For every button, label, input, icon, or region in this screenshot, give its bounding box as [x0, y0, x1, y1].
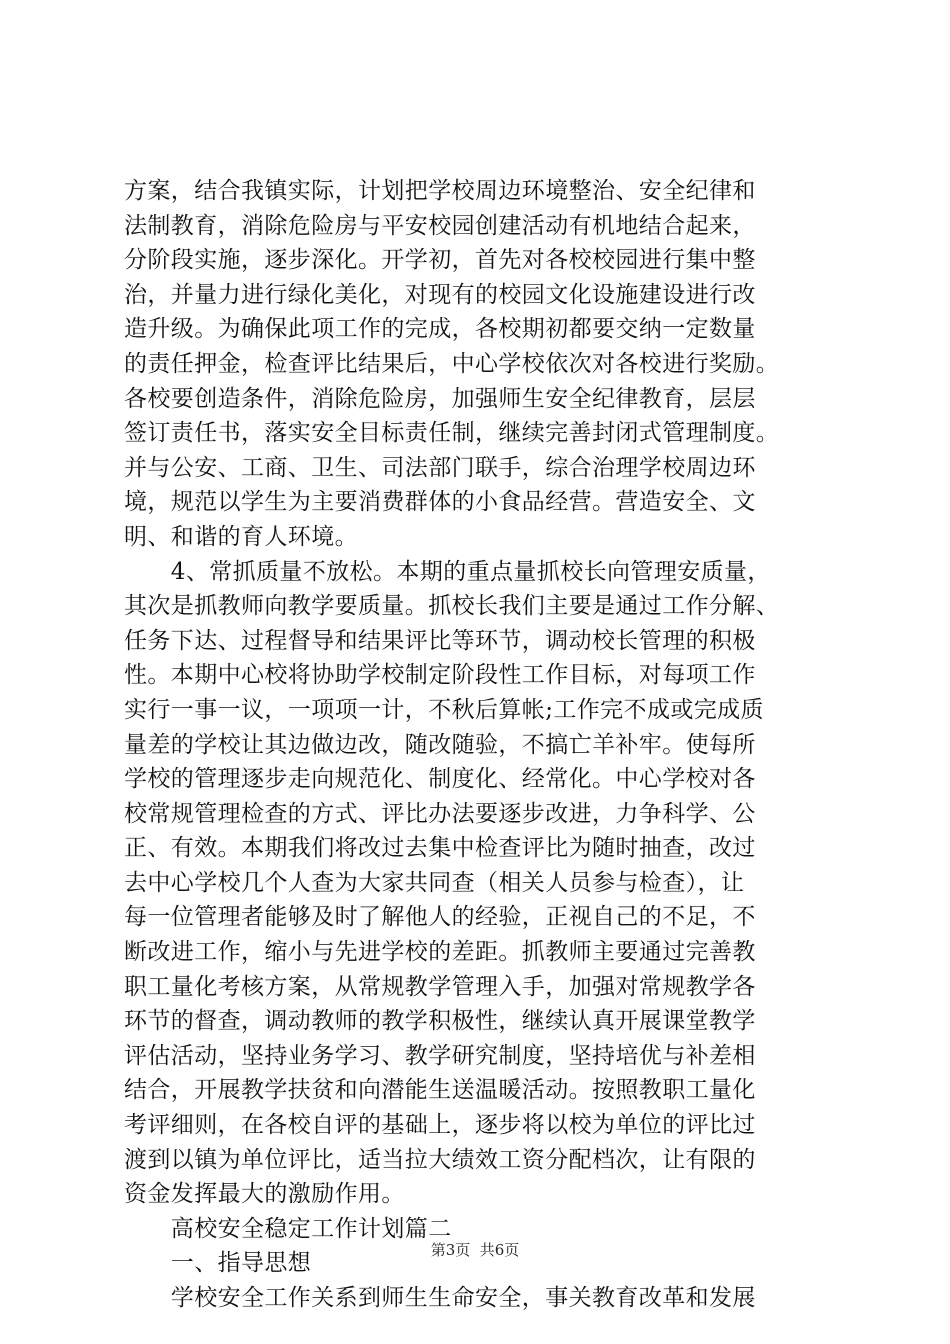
- text-line: 结合，开展教学扶贫和向潜能生送温暖活动。按照教职工量化: [124, 1077, 756, 1104]
- text-line: 性。本期中心校将协助学校制定阶段性工作目标，对每项工作: [124, 662, 756, 689]
- body-text: [124, 174, 844, 1316]
- text-line: 校常规管理检查的方式、评比办法要逐步改进，力争科学、公: [124, 800, 756, 827]
- text-line: 断改进工作，缩小与先进学校的差距。抓教师主要通过完善教: [124, 939, 756, 966]
- text-line: 法制教育，消除危险房与平安校园创建活动有机地结合起来，: [124, 212, 756, 239]
- text-line: 各校要创造条件，消除危险房，加强师生安全纪律教育，层层: [124, 385, 756, 412]
- text-line: 其次是抓教师向教学要质量。抓校长我们主要是通过工作分解、: [124, 593, 780, 620]
- text-line: 每一位管理者能够及时了解他人的经验，正视自己的不足，不: [124, 904, 756, 931]
- text-line: 并与公安、工商、卫生、司法部门联手，综合治理学校周边环: [124, 454, 756, 481]
- text-line: 签订责任书，落实安全目标责任制，继续完善封闭式管理制度。: [124, 420, 780, 447]
- text-line: 考评细则，在各校自评的基础上，逐步将以校为单位的评比过: [124, 1112, 756, 1139]
- text-line: 造升级。为确保此项工作的完成，各校期初都要交纳一定数量: [124, 316, 756, 343]
- section-heading: 一、指导思想: [124, 1250, 312, 1277]
- text-line: 量差的学校让其边做边改，随改随验，不搞亡羊补牢。使每所: [124, 731, 756, 758]
- text-line: 任务下达、过程督导和结果评比等环节，调动校长管理的积极: [124, 627, 756, 654]
- text-line: 学校安全工作关系到师生生命安全，事关教育改革和发展: [124, 1285, 756, 1311]
- text-line: 去中心学校几个人查为大家共同查（相关人员参与检查），让: [124, 869, 745, 896]
- text-line: 实行一事一议，一项项一计，不秋后算帐;工作完不成或完成质: [124, 696, 764, 723]
- text-line: 学校的管理逐步走向规范化、制度化、经常化。中心学校对各: [124, 766, 756, 793]
- text-line: 分阶段实施，逐步深化。开学初，首先对各校校园进行集中整: [124, 247, 756, 274]
- text-line: 的责任押金，检查评比结果后，中心学校依次对各校进行奖励。: [124, 350, 780, 377]
- section-title: 高校安全稳定工作计划篇二: [124, 1215, 452, 1242]
- page-footer: 第3页 共6页: [430, 1241, 520, 1259]
- text-line: 正、有效。本期我们将改过去集中检查评比为随时抽查，改过: [124, 835, 756, 862]
- text-line: 职工量化考核方案，从常规教学管理入手，加强对常规教学各: [124, 973, 756, 1000]
- text-line: 环节的督查，调动教师的教学积极性，继续认真开展课堂教学: [124, 1008, 756, 1035]
- text-line: 资金发挥最大的激励作用。: [124, 1181, 405, 1208]
- text-line: 境，规范以学生为主要消费群体的小食品经营。营造安全、文: [124, 489, 756, 516]
- text-line: 治，并量力进行绿化美化，对现有的校园文化设施建设进行改: [124, 281, 756, 308]
- text-line: 方案，结合我镇实际，计划把学校周边环境整治、安全纪律和: [124, 178, 756, 204]
- text-line: 渡到以镇为单位评比，适当拉大绩效工资分配档次，让有限的: [124, 1146, 756, 1173]
- text-line: 评估活动，坚持业务学习、教学研究制度，坚持培优与补差相: [124, 1042, 756, 1069]
- text-line: 4、常抓质量不放松。本期的重点量抓校长向管理安质量，: [124, 558, 771, 585]
- text-line: 明、和谐的育人环境。: [124, 523, 358, 550]
